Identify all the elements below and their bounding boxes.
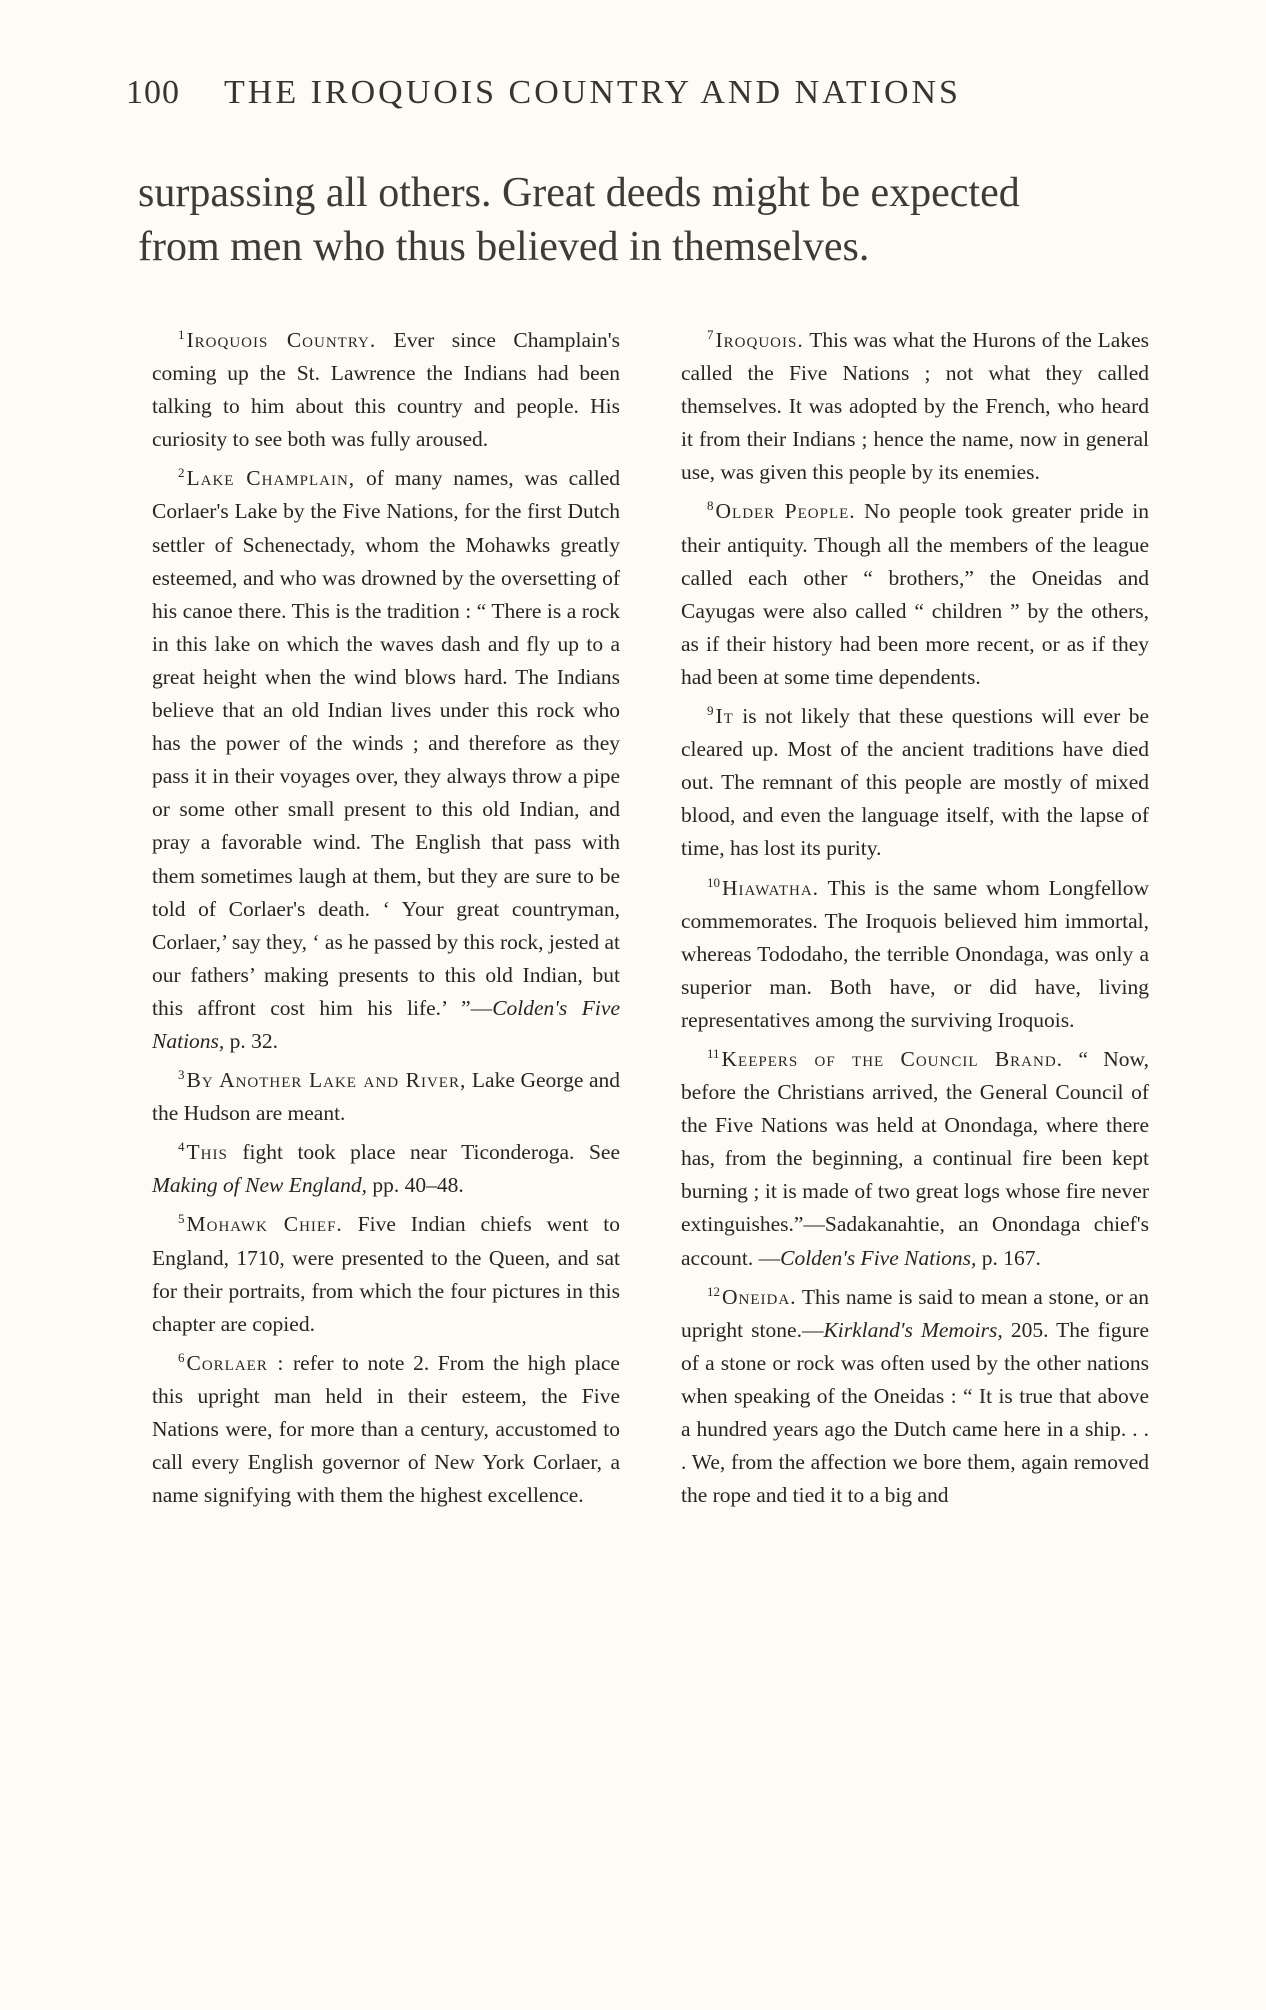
- footnote-text: Lake George and the Hudson are meant.: [152, 1068, 620, 1126]
- running-head: [126, 74, 1046, 112]
- footnote-text: refer to note 2. From the high place this upright man held in their esteem, the Five Nations were, for more than a century, accustomed to call every English governor of New York Corlaer, a name signifying with them the highest excellence.: [152, 1350, 620, 1508]
- footnote-number: 11: [707, 1045, 720, 1061]
- footnote-number: 2: [178, 465, 185, 481]
- footnote-number: 9: [707, 703, 714, 719]
- footnote-heading: This: [186, 1140, 228, 1165]
- footnote: [152, 318, 620, 456]
- footnote-text: Ever since Champlain's coming up the St. Lawrence the Indians had been talking to him about this country and people. His curiosity to see both was fully aroused.: [152, 328, 620, 452]
- footnote-number: 3: [178, 1067, 185, 1083]
- footnote: [681, 318, 1149, 489]
- footnote-heading: Mohawk Chief.: [186, 1212, 343, 1237]
- footnote-heading: Iroquois Country.: [186, 328, 377, 352]
- footnote-number: 1: [178, 327, 185, 342]
- footnote-number: 10: [707, 874, 720, 890]
- footnote-heading: Keepers of the Council Brand.: [721, 1046, 1064, 1071]
- footnote-text: of many names, was called Corlaer's Lake by the Five Nations, for the first Dutch settler of Schenectady, whom the Mohawks greatly esteemed, and who was drowned by the oversetting of his canoe there. This is the tradition : “ There is a rock in this lake on which the waves dash and fly up to a great height when the wind blows hard. The Indians believe that an old Indian lives under this rock who has the power of the winds ; and therefore as they pass it in their voyages over, they always throw a pipe or some other small present to this old Indian, and pray a favorable wind. The English that pass with them sometimes laugh at them, but they are sure to be told of Corlaer's death. ‘ Your great countryman, Corlaer,’ say they, ‘ as he passed by this rock, jested at our fathers’ making presents to this old Indian, but this affront cost him his life.’ ”—: [152, 466, 620, 1020]
- footnote-number: 6: [178, 1349, 185, 1365]
- lead-paragraph: [138, 166, 1138, 274]
- footnote-citation: Colden's Five Nations,: [780, 1245, 977, 1270]
- footnotes-right-column: [681, 318, 1149, 1512]
- footnote: [681, 1275, 1149, 1513]
- footnote: [152, 1341, 620, 1512]
- footnote-text: This name is said to mean a stone, or an upright stone.—: [681, 1284, 1149, 1342]
- footnote-heading: Older People.: [715, 499, 856, 524]
- footnote-text: This was what the Hurons of the Lakes called the Five Nations ; not what they called themselves. It was adopted by the French, who heard it from their Indians ; hence the name, now in general use, was given this people by its enemies.: [681, 328, 1149, 485]
- footnote-text: This is the same whom Longfellow commemorates. The Iroquois believed him immortal, whereas Tododaho, the terrible Onondaga, was only a superior man. Both have, or did have, living representatives among the surviving Iroquois.: [681, 875, 1149, 1032]
- footnote: [152, 1058, 620, 1130]
- footnote-heading: Corlaer :: [186, 1350, 285, 1375]
- footnote: [681, 866, 1149, 1037]
- footnote-heading: It: [715, 704, 734, 729]
- footnote-citation: Colden's Five Nations,: [152, 995, 620, 1053]
- footnote-tail: pp. 40–48.: [366, 1173, 464, 1198]
- footnote-text: is not likely that these questions will ever be cleared up. Most of the ancient traditions have died out. The remnant of this people are mostly of mixed blood, and even the language itself, with the lapse of time, has lost its purity.: [681, 704, 1149, 861]
- footnote-heading: Iroquois.: [715, 328, 804, 352]
- footnote: [152, 1202, 620, 1340]
- footnote-text: fight took place near Ticonderoga. See: [227, 1140, 620, 1165]
- footnote-citation: Kirkland's Memoirs,: [823, 1317, 1003, 1342]
- footnote-tail: p. 167.: [976, 1245, 1041, 1270]
- footnote-number: 8: [707, 498, 714, 514]
- footnote-number: 12: [707, 1283, 720, 1299]
- footnote-heading: Lake Champlain,: [186, 466, 356, 491]
- footnote-heading: Oneida.: [722, 1284, 797, 1309]
- page-number: 100: [126, 74, 180, 111]
- footnote: [152, 456, 620, 1058]
- lead-line-2: from men who thus believed in themselves.: [138, 224, 870, 270]
- footnote-text: Five Indian chiefs went to England, 1710, were presented to the Queen, and sat for their portraits, from which the four pictures in this chapter are copied.: [152, 1212, 620, 1336]
- lead-line-1: surpassing all others. Great deeds might be expected: [138, 170, 1020, 216]
- footnote-tail: 205. The figure of a stone or rock was often used by the other nations when speaking of the Oneidas : “ It is true that above a hundred years ago the Dutch came here in a ship. . . . We, from the affection we bore them, again removed the rope and tied it to a big and: [681, 1317, 1149, 1508]
- footnote: [152, 1130, 620, 1202]
- footnote-heading: Hiawatha.: [722, 875, 820, 900]
- footnote-number: 7: [707, 327, 714, 342]
- footnote-tail: p. 32.: [224, 1028, 279, 1053]
- footnote: [681, 694, 1149, 865]
- footnotes-left-column: [152, 318, 620, 1512]
- footnote: [681, 489, 1149, 694]
- footnote-citation: Making of New England,: [152, 1173, 367, 1198]
- footnote-text: “ Now, before the Christians arrived, the General Council of the Five Nations was held at Onondaga, where there has, from the beginning, a continual fire been kept burning ; it is made of two great logs whose fire never extinguishes.”—Sadakanahtie, an Onondaga chief's account. —: [681, 1046, 1149, 1270]
- footnote-heading: By Another Lake and River,: [186, 1068, 467, 1093]
- footnote: [681, 1037, 1149, 1275]
- footnote-number: 4: [178, 1139, 185, 1155]
- running-title: THE IROQUOIS COUNTRY AND NATIONS: [224, 74, 961, 111]
- footnote-text: No people took greater pride in their antiquity. Though all the members of the league called each other “ brothers,” the Oneidas and Cayugas were also called “ children ” by the others, as if their history had been more recent, or as if they had been at some time dependents.: [681, 499, 1149, 689]
- footnote-number: 5: [178, 1211, 185, 1227]
